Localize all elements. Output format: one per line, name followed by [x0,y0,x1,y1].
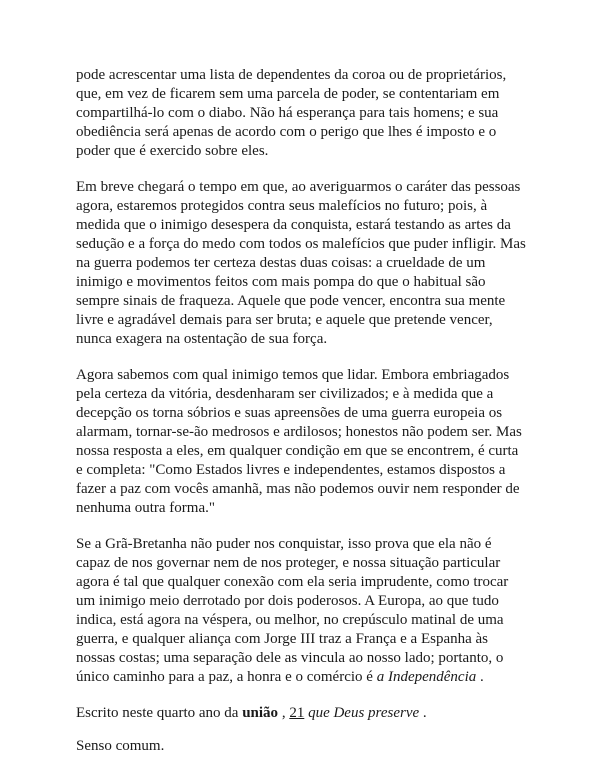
independence-emphasis: a Independência [376,669,477,685]
paragraph-3: Agora sabemos com qual inimigo temos que lidar. Embora embriagados pela certeza da vitória, desdenharam ser civilizados; e à medida que a decepção os torna sóbrios e suas apreensões de uma guerra europeia os alarmam, tornar-se-ão medrosos e ardilosos; honestos não podem ser. Mas nossa resposta a eles, em qualquer condição em que se encontrem, é curta e completa: "Como Estados livres e independentes, estamos dispostos a fazer a paz com vocês amanhã, mas não podemos ouvir nem responder de nenhuma outra forma." [76,367,522,516]
closing-prefix: Escrito neste quarto ano da [76,705,243,721]
paragraph-4-end: . [476,669,484,685]
paragraph-2: Em breve chegará o tempo em que, ao averiguarmos o caráter das pessoas agora, estaremos protegidos contra seus malefícios no futuro; pois, à medida que o inimigo desespera da conquista, estará testando as artes da sedução e a força do medo com todos os malefícios que puder infligir. Mas na guerra podemos ter certeza destas duas coisas: a crueldade de um inimigo e movimentos feitos com mais pompa do que o habitual são sempre sinais de fraqueza. Aquele que pode vencer, encontra sua mente livre e agradável demais para ser bruta; e aquele que pretende vencer, nunca exagera na ostentação de sua força. [76,179,526,347]
closing-separator: , [278,705,290,721]
closing-italic-phrase: que Deus preserve [304,705,420,721]
closing-suffix: . [419,705,427,721]
document-page [76,66,528,773]
footnote-link[interactable]: 21 [289,705,305,721]
paragraph-4-text: Se a Grã-Bretanha não puder nos conquistar, isso prova que ela não é capaz de nos governar nem de nos proteger, e nossa situação particular agora é tal que qualquer conexão com ela seria imprudente, como trocar um inimigo meio derrotado por dois poderosos. A Europa, ao que tudo indica, está agora na véspera, ou melhor, no crepúsculo matinal de uma guerra, e qualquer aliança com Jorge III traz a França e a Espanha às nossas costas; uma separação dele as vincula ao nosso lado; portanto, o único caminho para a paz, a honra e o comércio é [76,536,509,685]
closing-bold-word: união [242,705,279,721]
paragraph-1: pode acrescentar uma lista de dependentes da coroa ou de proprietários, que, em vez de ficarem sem uma parcela de poder, se contentariam em compartilhá-lo com o diabo. Não há esperança para tais homens; e sua obediência será apenas de acordo com o perigo que lhes é imposto e o poder que é exercido sobre eles. [76,67,507,159]
paragraph-4 [76,535,528,687]
closing-line [76,704,528,723]
signature: Senso comum. [76,738,165,754]
